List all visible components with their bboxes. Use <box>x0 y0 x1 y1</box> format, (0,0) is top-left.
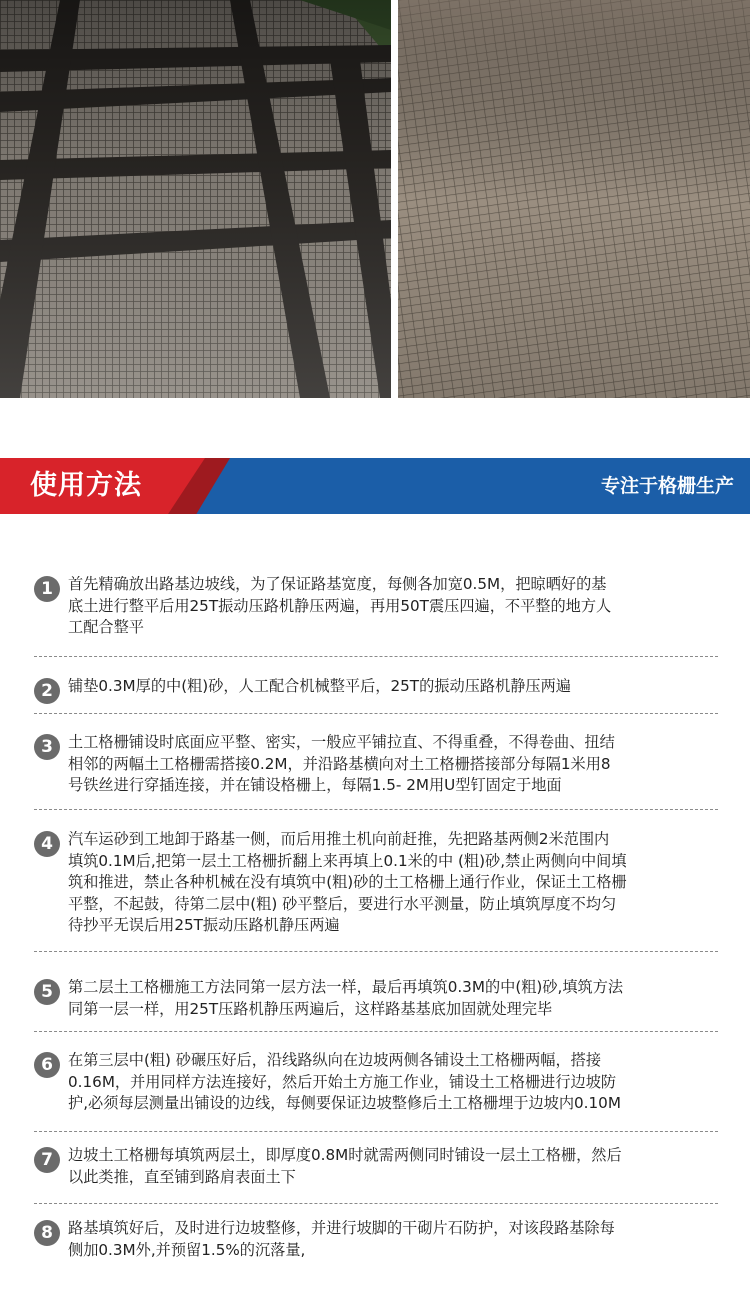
step-divider <box>34 1031 718 1032</box>
step-divider <box>34 656 718 657</box>
step-text: 路基填筑好后，及时进行边坡整修，并进行坡脚的干砌片石防护，对该段路基除每 侧加0.3M外,并预留1.5%的沉落量, <box>68 1219 615 1259</box>
step-divider <box>34 1203 718 1204</box>
step-number-badge: 8 <box>34 1220 60 1246</box>
photo-strip <box>0 0 750 398</box>
step-divider <box>34 951 718 952</box>
step-text: 第二层土工格栅施工方法同第一层方法一样，最后再填筑0.3M的中(粗)砂,填筑方法 同第一层一样，用25T压路机静压两遍后，这样路基基底加固就处理完毕 <box>68 978 624 1018</box>
step-text: 在第三层中(粗) 砂碾压好后，沿线路纵向在边坡两侧各铺设土工格栅两幅，搭接 0.16M，并用同样方法连接好，然后开始土方施工作业，铺设土工格栅进行边坡防 护,必须每层测量出铺设的边线，每侧要保证边坡整修后土工格栅埋于边坡内0.10M <box>68 1051 621 1112</box>
step-text: 汽车运砂到工地卸于路基一侧，而后用推土机向前赶推，先把路基两侧2米范围内 填筑0.1M后,把第一层土工格栅折翻上来再填上0.1米的中 (粗)砂,禁止两侧向中间填 筑和推进，禁止各种机械在没有填筑中(粗)砂的土工格栅上通行作业，保证土工格栅 平整，不起鼓，待第二层中(粗) 砂平整后，要进行水平测量，防止填筑厚度不均匀 待抄平无误后用25T振动压路机静压两遍 <box>68 830 627 934</box>
step-divider <box>34 1131 718 1132</box>
geogrid-field-photo <box>398 0 750 398</box>
section-title: 使用方法 <box>30 470 142 501</box>
step-text: 边坡土工格栅每填筑两层土，即厚度0.8M时就需两侧同时铺设一层土工格栅，然后 以此类推，直至铺到路肩表面土下 <box>68 1146 622 1186</box>
step-number-badge: 6 <box>34 1052 60 1078</box>
step-text: 土工格栅铺设时底面应平整、密实，一般应平铺拉直、不得重叠，不得卷曲、扭结 相邻的两幅土工格栅需搭接0.2M，并沿路基横向对土工格栅搭接部分每隔1米用8 号铁丝进行穿插连接，并在铺设格栅上，每隔1.5- 2M用U型钉固定于地面 <box>68 733 615 794</box>
geogrid-road-photo <box>0 0 391 398</box>
step-number-badge: 2 <box>34 678 60 704</box>
step-divider <box>34 713 718 714</box>
step-text: 铺垫0.3M厚的中(粗)砂，人工配合机械整平后，25T的振动压路机静压两遍 <box>68 677 571 695</box>
step-number-badge: 5 <box>34 979 60 1005</box>
step-text: 首先精确放出路基边坡线，为了保证路基宽度，每侧各加宽0.5M，把晾晒好的基 底土进行整平后用25T振动压路机静压两遍，再用50T震压四遍，不平整的地方人 工配合整平 <box>68 575 612 636</box>
step-number-badge: 3 <box>34 734 60 760</box>
section-banner <box>0 458 750 514</box>
step-number-badge: 1 <box>34 576 60 602</box>
section-subtitle: 专注于格栅生产 <box>600 475 734 497</box>
step-number-badge: 7 <box>34 1147 60 1173</box>
step-number-badge: 4 <box>34 831 60 857</box>
step-divider <box>34 809 718 810</box>
